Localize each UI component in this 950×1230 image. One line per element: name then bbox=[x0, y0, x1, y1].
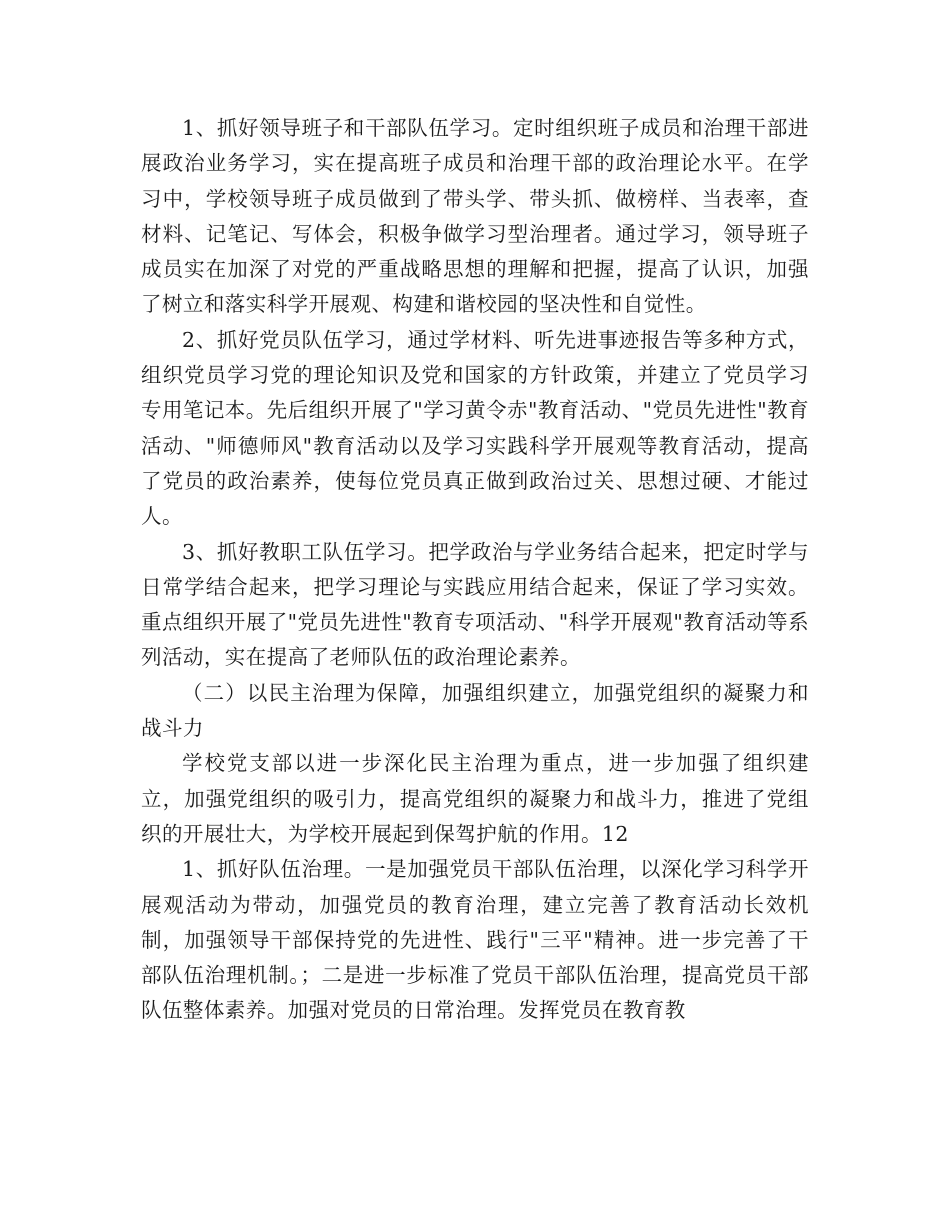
document-body bbox=[141, 111, 809, 1029]
paragraph-organization-building: 学校党支部以进一步深化民主治理为重点，进一步加强了组织建立，加强党组织的吸引力，提高党组织的凝聚力和战斗力，推进了党组织的开展壮大，为学校开展起到保驾护航的作用。12 bbox=[141, 751, 809, 846]
paragraph-leadership-study: 1、抓好领导班子和干部队伍学习。定时组织班子成员和治理干部进展政治业务学习，实在提高班子成员和治理干部的政治理论水平。在学习中，学校领导班子成员做到了带头学、带头抓、做榜样、当表率，查材料、记笔记、写体会，积极争做学习型治理者。通过学习，领导班子成员实在加深了对党的严重战略思想的理解和把握，提高了认识，加强了树立和落实科学开展观、构建和谐校园的坚决性和自觉性。 bbox=[141, 116, 809, 317]
paragraph-staff-study: 3、抓好教职工队伍学习。把学政治与学业务结合起来，把定时学与日常学结合起来，把学习理论与实践应用结合起来，保证了学习实效。重点组织开展了"党员先进性"教育专项活动、"科学开展观"教育活动等系列活动，实在提高了老师队伍的政治理论素养。 bbox=[141, 539, 810, 670]
paragraph-team-management: 1、抓好队伍治理。一是加强党员干部队伍治理，以深化学习科学开展观活动为带动，加强党员的教育治理，建立完善了教育活动长效机制，加强领导干部保持党的先进性、践行"三平"精神。进一步完善了干部队伍治理机制。；二是进一步标准了党员干部队伍治理，提高党员干部队伍整体素养。加强对党员的日常治理。发挥党员在教育教 bbox=[141, 857, 809, 1023]
section-heading: （二）以民主治理为保障，加强组织建立，加强党组织的凝聚力和战斗力 bbox=[141, 680, 809, 741]
paragraph-party-member-study: 2、抓好党员队伍学习，通过学材料、听先进事迹报告等多种方式，组织党员学习党的理论知识及党和国家的方针政策，并建立了党员学习专用笔记本。先后组织开展了"学习黄令赤"教育活动、"党员先进性"教育活动、"师德师风"教育活动以及学习实践科学开展观等教育活动，提高了党员的政治素养，使每位党员真正做到政治过关、思想过硬、才能过人。 bbox=[141, 327, 810, 529]
